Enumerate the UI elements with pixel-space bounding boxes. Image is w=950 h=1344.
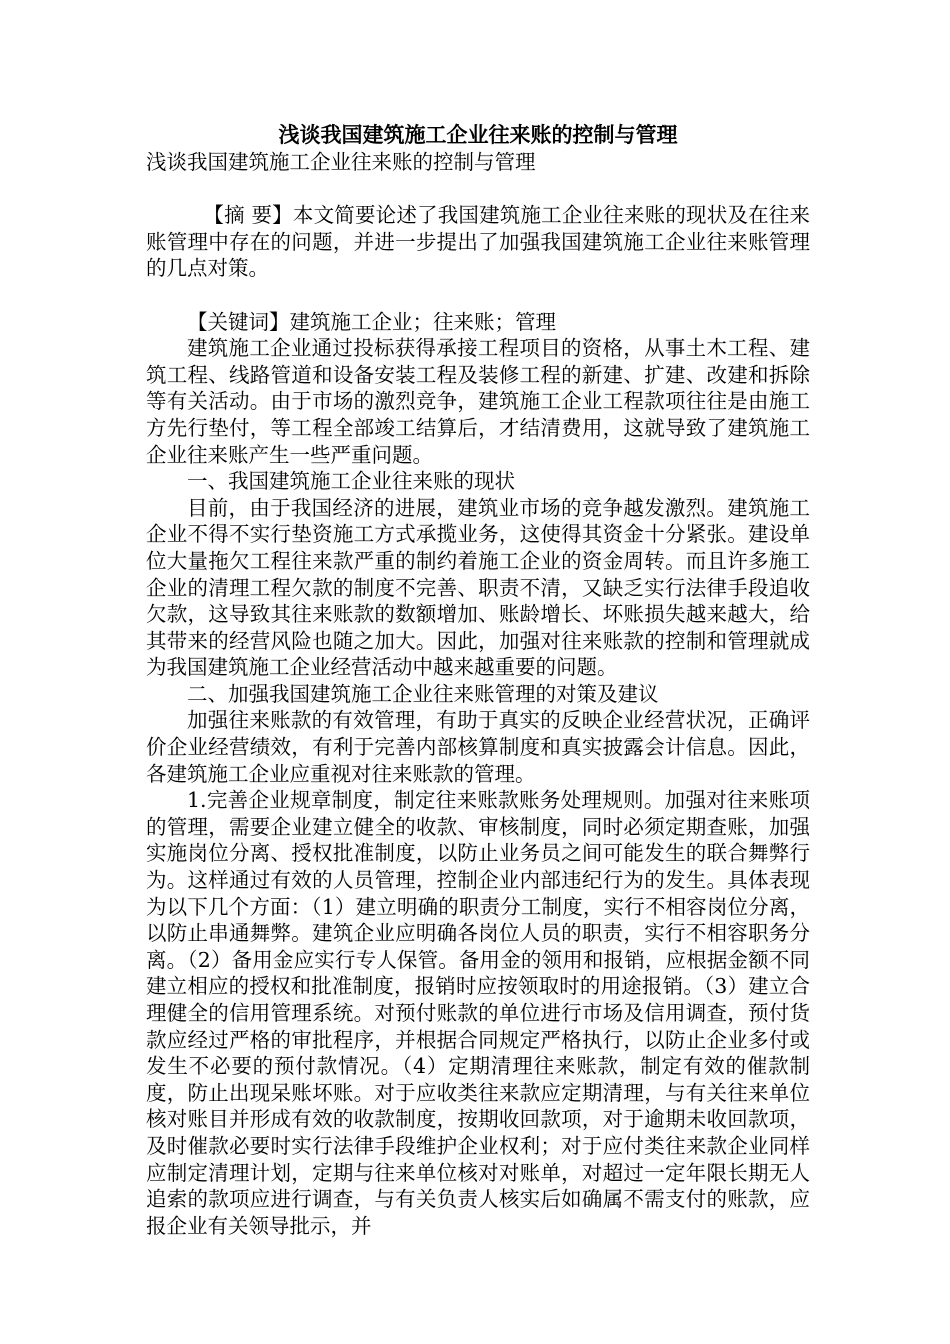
section1-paragraph: 目前，由于我国经济的进展，建筑业市场的竞争越发激烈。建筑施工企业不得不实行垫资施工方式承揽业务，这使得其资金十分紧张。建设单位大量拖欠工程往来款严重的制约着施工企业的资金周转。而且许多施工企业的清理工程欠款的制度不完善、职责不清，又缺乏实行法律手段追收欠款，这导致其往来账款的数额增加、账龄增长、坏账损失越来越大，给其带来的经营风险也随之加大。因此，加强对往来账款的控制和管理就成为我国建筑施工企业经营活动中越来越重要的问题。 xyxy=(146,495,810,680)
section2-paragraph: 加强往来账款的有效管理，有助于真实的反映企业经营状况，正确评价企业经营绩效，有利于完善内部核算制度和真实披露会计信息。因此，各建筑施工企业应重视对往来账款的管理。 xyxy=(146,708,810,786)
document-title: 浅谈我国建筑施工企业往来账的控制与管理 xyxy=(278,122,678,147)
blank-line xyxy=(146,176,810,203)
intro-paragraph: 建筑施工企业通过投标获得承接工程项目的资格，从事土木工程、建筑工程、线路管道和设备安装工程及装修工程的新建、扩建、改建和拆除等有关活动。由于市场的激烈竞争，建筑施工企业工程款项往往是由施工方先行垫付，等工程全部竣工结算后，才结清费用，这就导致了建筑施工企业往来账产生一些严重问题。 xyxy=(146,336,810,467)
section1-heading: 一、我国建筑施工企业往来账的现状 xyxy=(187,469,515,494)
document-page xyxy=(146,121,810,1239)
item1-paragraph: 1.完善企业规章制度，制定往来账款账务处理规则。加强对往来账项的管理，需要企业建立健全的收款、审核制度，同时必须定期查账，加强实施岗位分离、授权批准制度，以防止业务员之间可能发生的联合舞弊行为。这样通过有效的人员管理，控制企业内部违纪行为的发生。具体表现为以下几个方面：（1）建立明确的职责分工制度，实行不相容岗位分离，以防止串通舞弊。建筑企业应明确各岗位人员的职责，实行不相容职务分离。（2）备用金应实行专人保管。备用金的领用和报销，应根据金额不同建立相应的授权和批准制度，报销时应按领取时的用途报销。（3）建立合理健全的信用管理系统。对预付账款的单位进行市场及信用调查，预付货款应经过严格的审批程序，并根据合同规定严格执行，以防止企业多付或发生不必要的预付款情况。（4）定期清理往来账款，制定有效的催款制度，防止出现呆账坏账。对于应收类往来款应定期清理，与有关往来单位核对账目并形成有效的收款制度，按期收回款项，对于逾期未收回款项，及时催款必要时实行法律手段维护企业权利；对于应付类往来款企业同样应制定清理计划，定期与往来单位核对对账单，对超过一定年限长期无人追索的款项应进行调查，与有关负责人核实后如确属不需支付的账款，应报企业有关领导批示，并 xyxy=(146,788,810,1238)
blank-line xyxy=(146,282,810,309)
section2-heading: 二、加强我国建筑施工企业往来账管理的对策及建议 xyxy=(187,681,659,706)
keywords-paragraph: 【关键词】建筑施工企业；往来账；管理 xyxy=(187,309,556,334)
abstract-paragraph: 【摘 要】本文简要论述了我国建筑施工企业往来账的现状及在往来账管理中存在的问题，并进一步提出了加强我国建筑施工企业往来账管理的几点对策。 xyxy=(146,203,810,281)
document-subtitle: 浅谈我国建筑施工企业往来账的控制与管理 xyxy=(146,150,536,174)
